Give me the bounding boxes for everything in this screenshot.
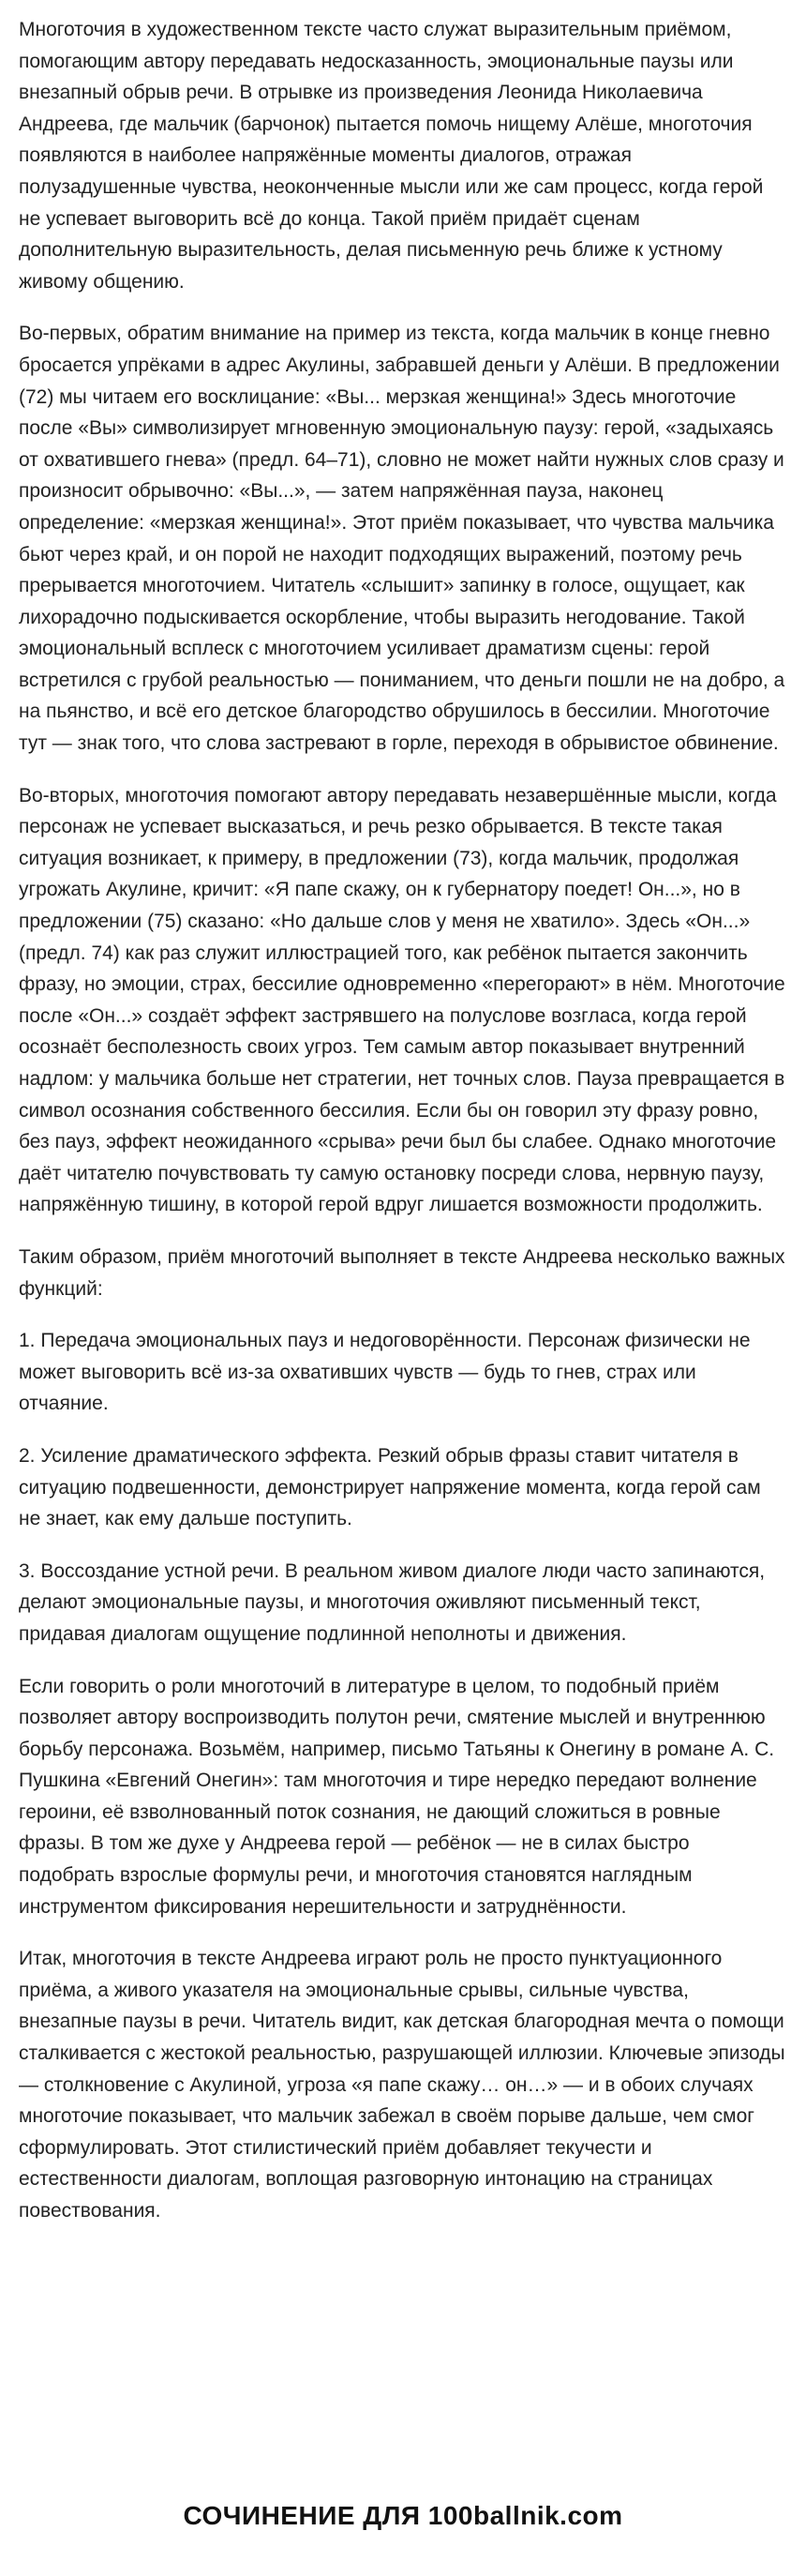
footer-site-caption: СОЧИНЕНИЕ ДЛЯ 100ballnik.com (183, 2501, 623, 2530)
essay-body (19, 14, 787, 2227)
paragraph-function-2: 2. Усиление драматического эффекта. Резкий обрыв фразы ставит читателя в ситуацию подвешенности, демонстрирует напряжение момента, когда герой сам не знает, как ему дальше поступить. (19, 1444, 761, 1530)
footer (0, 2499, 806, 2533)
paragraph-first-point: Во-первых, обратим внимание на пример из текста, когда мальчик в конце гневно бросается упрёками в адрес Акулины, забравшей деньги у Алёши. В предложении (72) мы читаем его восклицание: «Вы... мерзкая женщина!» Здесь многоточие после «Вы» символизирует мгновенную эмоциональную паузу: герой, «задыхаясь от охватившего гнева» (предл. 64–71), словно не может найти нужных слов сразу и произносит обрывочно: «Вы...», — затем напряжённая пауза, наконец определение: «мерзкая женщина!». Этот приём показывает, что чувства мальчика бьют через край, и он порой не находит подходящих выражений, поэтому речь прерывается многоточием. Читатель «слышит» запинку в голосе, ощущает, как лихорадочно подыскивается оскорбление, чтобы выразить негодование. Такой эмоциональный всплеск с многоточием усиливает драматизм сцены: герой встретился с грубой реальностью — пониманием, что деньги пошли не на добро, а на пьянство, и всё его детское благородство обрушилось в бессилии. Многоточие тут — знак того, что слова застревают в горле, переходя в обрывистое обвинение. (19, 323, 785, 755)
paragraph-summary-lead: Таким образом, приём многоточий выполняет в тексте Андреева несколько важных функций: (19, 1245, 785, 1300)
paragraph-intro: Многоточия в художественном тексте часто служат выразительным приёмом, помогающим автору передавать недосказанность, эмоциональные паузы или внезапный обрыв речи. В отрывке из произведения Леонида Николаевича Андреева, где мальчик (барчонок) пытается помочь нищему Алёше, многоточия появляются в наиболее напряжённые моменты диалогов, отражая полузадушенные чувства, неоконченные мысли или же сам процесс, когда герой не успевает выговорить всё до конца. Такой приём придаёт сценам дополнительную выразительность, делая письменную речь ближе к устному живому общению. (19, 19, 764, 293)
paragraph-literature-role: Если говорить о роли многоточий в литературе в целом, то подобный приём позволяет автору воспроизводить полутон речи, смятение мыслей и внутреннюю борьбу персонажа. Возьмём, например, письмо Татьяны к Онегину в романе А. С. Пушкина «Евгений Онегин»: там многоточия и тире нередко передают волнение героини, её взволнованный поток сознания, не дающий сложиться в ровные фразы. В том же духе у Андреева герой — ребёнок — не в силах быстро подобрать взрослые формулы речи, и многоточия становятся наглядным инструментом фиксирования нерешительности и затруднённости. (19, 1675, 775, 1918)
paragraph-function-3: 3. Воссоздание устной речи. В реальном живом диалоге люди часто запинаются, делают эмоциональные паузы, и многоточия оживляют письменный текст, придавая диалогам ощущение подлинной неполноты и движения. (19, 1559, 766, 1645)
paragraph-second-point: Во-вторых, многоточия помогают автору передавать незавершённые мысли, когда персонаж не успевает высказаться, и речь резко обрывается. В тексте такая ситуация возникает, к примеру, в предложении (73), когда мальчик, продолжая угрожать Акулине, кричит: «Я папе скажу, он к губернатору поедет! Он...», но в предложении (75) сказано: «Но дальше слов у меня не хватило». Здесь «Он...» (предл. 74) как раз служит иллюстрацией того, как ребёнок пытается закончить фразу, но эмоции, страх, бессилие одновременно «перегорают» в нём. Многоточие после «Он...» создаёт эффект застрявшего на полуслове возгласа, когда герой осознаёт бесполезность своих угроз. Тем самым автор показывает внутренний надлом: у мальчика больше нет стратегии, нет точных слов. Пауза превращается в символ осознания собственного бессилия. Если бы он говорил эту фразу ровно, без пауз, эффект неожиданного «срыва» речи был бы слабее. Однако многоточие даёт читателю почувствовать ту самую остановку посреди слова, нервную паузу, напряжённую тишину, в которой герой вдруг лишается возможности продолжить. (19, 784, 785, 1216)
paragraph-function-1: 1. Передача эмоциональных пауз и недоговорённости. Персонаж физически не может выговорить всё из-за охвативших чувств — будь то гнев, страх или отчаяние. (19, 1330, 751, 1415)
paragraph-conclusion: Итак, многоточия в тексте Андреева играют роль не просто пунктуационного приёма, а живого указателя на эмоциональные срывы, сильные чувства, внезапные паузы в речи. Читатель видит, как детская благородная мечта о помощи сталкивается с жестокой реальностью, разрушающей иллюзии. Ключевые эпизоды — столкновение с Акулиной, угроза «я папе скажу… он…» — и в обоих случаях многоточие показывает, что мальчик забежал в своём порыве дальше, чем смог сформулировать. Этот стилистический приём добавляет текучести и естественности диалогам, воплощая разговорную интонацию на страницах повествования. (19, 1948, 785, 2222)
